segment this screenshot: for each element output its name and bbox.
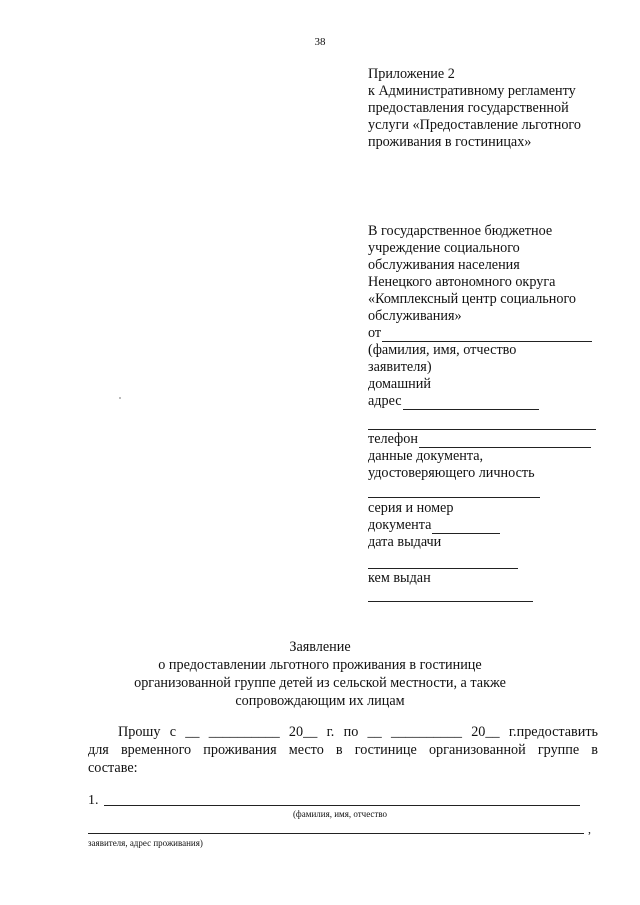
addressee-line: обслуживания»: [368, 308, 462, 324]
participant-address-line[interactable]: [88, 833, 584, 834]
participant-name-line[interactable]: [104, 805, 580, 806]
issued-by-line[interactable]: [368, 601, 533, 602]
phone-row: [368, 431, 591, 448]
page-number: 38: [314, 36, 326, 48]
participant-hint-1: (фамилия, имя, отчество: [292, 809, 388, 819]
appendix-line: предоставления государственной: [368, 100, 569, 116]
from-field[interactable]: [382, 328, 592, 342]
request-line-2: для временного проживания место в гостинице организованной группе в: [88, 742, 598, 758]
request-line-3: составе:: [88, 760, 138, 776]
name-hint-line-1: (фамилия, имя, отчество: [368, 342, 517, 358]
document-block: [368, 500, 500, 551]
statement-title: Заявление: [289, 639, 351, 655]
appendix-header: [368, 66, 581, 151]
statement-subtitle-line: сопровождающим их лицам: [235, 693, 405, 709]
appendix-line: проживания в гостиницах»: [368, 134, 532, 150]
issue-date-line[interactable]: [368, 568, 518, 569]
appendix-line: Приложение 2: [368, 66, 455, 82]
appendix-line: услуги «Предоставление льготного: [368, 117, 581, 133]
doc-data-line-1: данные документа,: [368, 448, 484, 464]
issued-by-label: кем выдан: [368, 570, 431, 586]
home-label: домашний: [368, 376, 431, 392]
phone-label: телефон: [368, 431, 418, 447]
identity-doc-line[interactable]: [368, 497, 540, 498]
addressee-line: «Комплексный центр социального: [368, 291, 577, 307]
statement-subtitle-line: организованной группе детей из сельской местности, а также: [134, 675, 506, 691]
statement-subtitle-line: о предоставлении льготного проживания в гостинице: [158, 657, 482, 673]
address-label: адрес: [368, 393, 402, 409]
contacts-block: [368, 431, 591, 482]
addressee-line: В государственное бюджетное: [368, 223, 553, 239]
address-continuation-line[interactable]: [368, 429, 596, 430]
participant-hint-2: заявителя, адрес проживания): [88, 838, 203, 848]
phone-field[interactable]: [419, 434, 591, 448]
address-field[interactable]: [403, 396, 539, 410]
document-label: документа: [368, 517, 432, 533]
series-label: серия и номер: [368, 500, 454, 516]
addressee-block: [368, 223, 592, 410]
from-row: [368, 325, 592, 342]
address-row: [368, 393, 592, 410]
addressee-line: учреждение социального: [368, 240, 520, 256]
participant-number: 1.: [88, 793, 99, 808]
from-label: от: [368, 325, 382, 341]
document-row: [368, 517, 500, 534]
appendix-line: к Административному регламенту: [368, 83, 576, 99]
document-number-field[interactable]: [432, 520, 500, 534]
addressee-line: обслуживания населения: [368, 257, 520, 273]
name-hint-line-2: заявителя): [368, 359, 432, 375]
statement-heading: [0, 638, 640, 710]
request-line-1: Прошу с __ __________ 20__ г. по __ __________ 20__ г.предоставить: [118, 724, 598, 740]
participant-comma: ,: [588, 822, 591, 836]
scan-speck: [119, 397, 121, 399]
issued-by-block: [368, 570, 431, 587]
issue-date-label: дата выдачи: [368, 534, 442, 550]
doc-data-line-2: удостоверяющего личность: [368, 465, 535, 481]
addressee-line: Ненецкого автономного округа: [368, 274, 556, 290]
